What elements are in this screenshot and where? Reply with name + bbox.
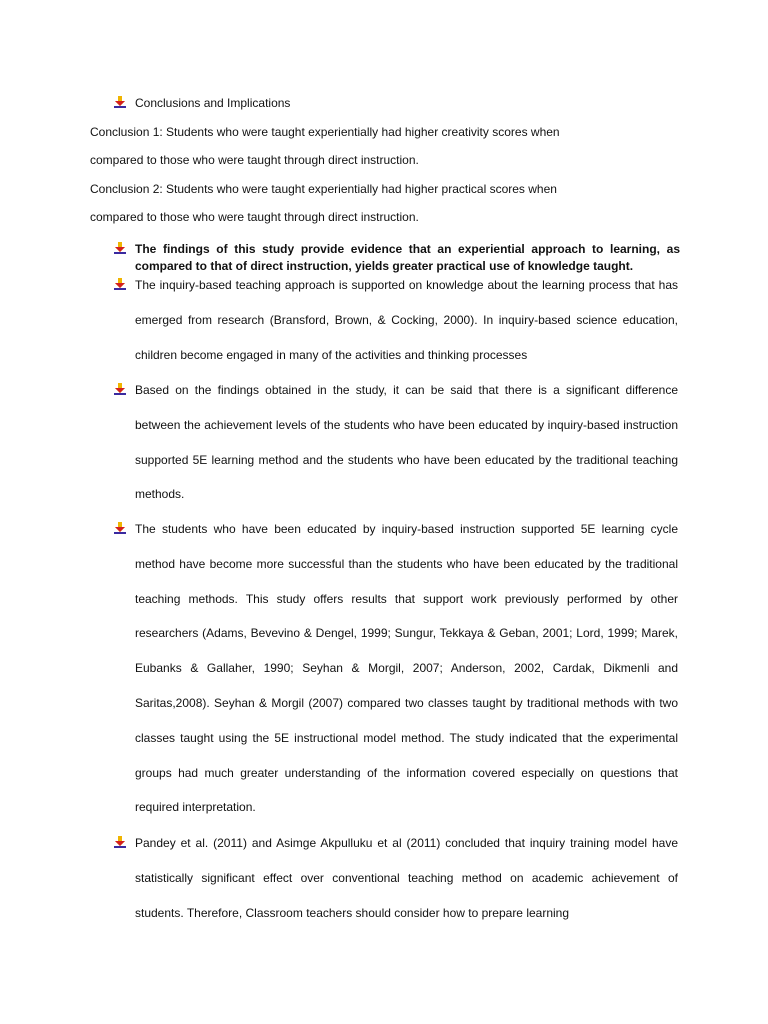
arrow-bullet-icon: [113, 95, 127, 109]
inquiry-based-bullet: The inquiry-based teaching approach is supported on knowledge about the learning process that has emerged from research (Bransford, Brown, & Cocking, 2000). In inquiry-based science education, children become engaged in many of the activities and thinking processes: [135, 278, 678, 362]
arrow-bullet-icon: [113, 382, 127, 396]
conclusion-1-line-2: compared to those who were taught through direct instruction.: [90, 153, 419, 167]
arrow-bullet-icon: [113, 277, 127, 291]
conclusion-2-line-2: compared to those who were taught through direct instruction.: [90, 210, 419, 224]
arrow-bullet-icon: [113, 835, 127, 849]
conclusion-1-line-1: Conclusion 1: Students who were taught experientially had higher creativity scores when: [90, 125, 560, 139]
arrow-bullet-icon: [113, 241, 127, 255]
section-heading: Conclusions and Implications: [135, 96, 291, 110]
pandey-bullet: Pandey et al. (2011) and Asimge Akpulluku et al (2011) concluded that inquiry training model have statistically significant effect over conventional teaching method on academic achievement of students. Therefore, Classroom teachers should consider how to prepare learning: [135, 836, 678, 920]
arrow-bullet-icon: [113, 521, 127, 535]
finding-bullet-bold: The findings of this study provide evidence that an experiential approach to learning, as compared to that of direct instruction, yields greater practical use of knowledge taught.: [135, 242, 680, 273]
students-5e-bullet: The students who have been educated by inquiry-based instruction supported 5E learning cycle method have become more successful than the students who have been educated by the traditional teaching methods. This study offers results that support work previously performed by other researchers (Adams, Bevevino & Dengel, 1999; Sungur, Tekkaya & Geban, 2001; Lord, 1999; Marek, Eubanks & Gallaher, 1990; Seyhan & Morgil, 2007; Anderson, 2002, Cardak, Dikmenli and Saritas,2008). Seyhan & Morgil (2007) compared two classes taught by traditional methods with two classes taught using the 5E instructional model method. The study indicated that the experimental groups had much greater understanding of the information covered especially on questions that required interpretation.: [135, 522, 678, 815]
findings-difference-bullet: Based on the findings obtained in the study, it can be said that there is a significant difference between the achievement levels of the students who have been educated by inquiry-based instruction supported 5E learning method and the students who have been educated by the traditional teaching methods.: [135, 383, 678, 502]
conclusion-2-line-1: Conclusion 2: Students who were taught experientially had higher practical scores when: [90, 182, 557, 196]
